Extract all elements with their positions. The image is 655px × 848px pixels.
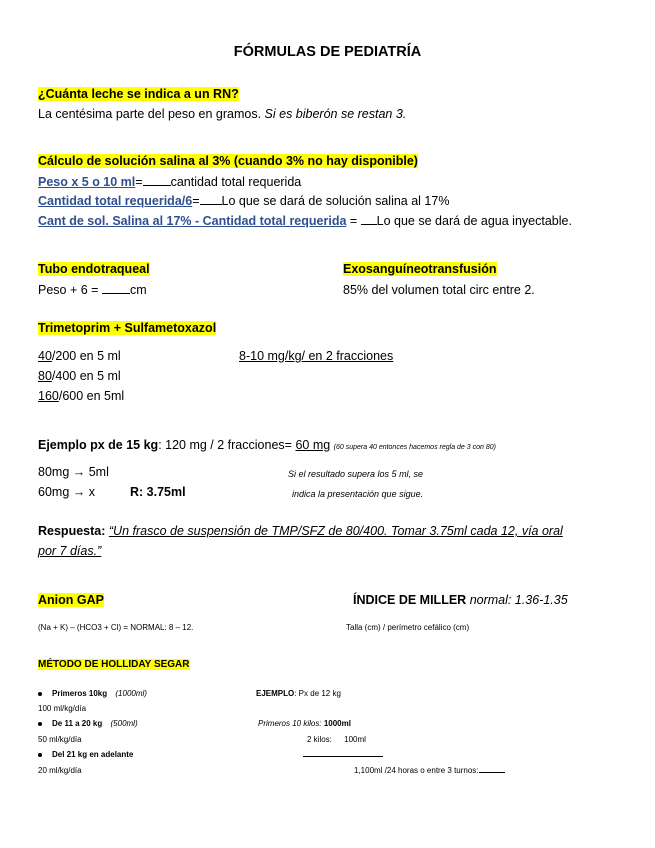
tmp-heading-text: Trimetoprim + Sulfametoxazol [38,321,217,335]
tmp-calc-result: R: 3.75ml [130,485,186,499]
tmp-pres-3-num: 160 [38,389,59,403]
salina-line-2 [38,193,449,209]
salina-heading [38,153,418,169]
holliday-example-first-val: 1000ml [323,719,351,728]
exo-text: 85% del volumen total circ entre 2. [343,283,535,297]
bullet-icon [38,753,42,757]
holliday-total-blank [479,763,505,773]
tmp-calc-1: 80mg → 5ml [38,465,109,479]
tubo-heading [38,261,150,277]
leche-note: Si es biberón se restan 3. [264,107,407,121]
tmp-example-bold: Ejemplo px de 15 kg [38,438,159,452]
holliday-item-2 [38,716,138,732]
holliday-example-two-val: 100ml [344,735,366,744]
holliday-sum-line [303,756,383,757]
holliday-example-first [258,716,351,732]
tubo-blank [102,282,130,294]
tmp-pres-3 [38,388,124,404]
tmp-answer-text-2: por 7 días.” [38,544,102,558]
holliday-item-2-label: De 11 a 20 kg [52,719,103,728]
salina-eq-1: = [135,175,143,189]
tmp-example-line [38,437,496,456]
page-title: FÓRMULAS DE PEDIATRÍA [233,44,422,60]
holliday-item-1 [38,686,147,702]
holliday-item-1-label: Primeros 10kg [52,689,108,698]
salina-line-1 [38,174,301,190]
miller-normal: normal: 1.36-1.35 [469,593,568,607]
holliday-item-3-rate: 20 ml/kg/día [38,766,82,775]
tmp-example-rest: : 120 mg / 2 fracciones= [158,438,292,452]
salina-rest-1: cantidad total requerida [170,175,302,189]
tmp-heading [38,320,216,336]
tmp-dose: 8-10 mg/kg/ en 2 fracciones [239,349,394,363]
leche-heading-text: ¿Cuánta leche se indica a un RN? [38,87,239,101]
tmp-note-2: indica la presentación que sigue. [292,489,424,499]
salina-blank-1 [143,174,171,186]
salina-blank-3 [361,213,377,225]
tmp-answer-line-1 [38,523,563,539]
tubo-heading-text: Tubo endotraqueal [38,262,150,276]
holliday-item-1-rate: 100 ml/kg/día [38,704,87,713]
salina-blank-2 [200,193,222,205]
tmp-calc-2: 60mg → x [38,485,95,499]
leche-text: La centésima parte del peso en gramos. [38,107,262,121]
anion-heading-text: Anion GAP [38,593,104,607]
holliday-heading [38,657,190,673]
tmp-note-1: Si el resultado supera los 5 ml, se [288,469,424,479]
salina-link-2[interactable]: Cantidad total requerida/6 [38,194,193,208]
tmp-pres-2-rest: /400 en 5 ml [51,369,121,383]
tmp-pres-1 [38,348,121,364]
miller-formula: Talla (cm) / perímetro cefálico (cm) [346,623,470,632]
holliday-item-3-label: Del 21 kg en adelante [52,750,134,759]
tmp-pres-1-rest: /200 en 5 ml [51,349,121,363]
salina-eq-2: = [192,194,200,208]
exo-heading [343,261,497,277]
holliday-example-label: EJEMPLO [256,689,295,698]
exo-heading-text: Exosanguíneotransfusión [343,262,497,276]
tmp-pres-3-rest: /600 en 5ml [58,389,125,403]
holliday-example [256,686,341,702]
tubo-formula: Peso + 6 = [38,283,99,297]
tmp-example-note: (60 supera 40 entonces hacemos regla de 3 con 80) [333,444,496,451]
salina-heading-text: Cálculo de solución salina al 3% (cuando 3% no hay disponible) [38,154,418,168]
salina-eq-3: = [346,214,361,228]
salina-rest-3: Lo que se dará de agua inyectable. [376,214,572,228]
tmp-pres-2-num: 80 [38,369,52,383]
tubo-unit: cm [129,283,147,297]
holliday-example-two [307,732,366,748]
leche-heading [38,86,239,102]
bullet-icon [38,692,42,696]
leche-text-line [38,106,406,122]
salina-link-3[interactable]: Cant de sol. Salina al 17% - Cantidad total requerida [38,214,347,228]
salina-rest-2: Lo que se dará de solución salina al 17% [221,194,450,208]
tmp-answer-label: Respuesta: [38,524,106,538]
holliday-example-total-line [354,763,505,779]
tmp-pres-2 [38,368,121,384]
holliday-example-text: : Px de 12 kg [294,689,341,698]
tubo-formula-line [38,282,147,298]
miller-line [353,592,568,608]
salina-line-3 [38,213,572,229]
holliday-example-two-label: 2 kilos: [307,735,332,744]
holliday-item-1-paren: (1000ml) [115,689,147,698]
tmp-pres-1-num: 40 [38,349,52,363]
holliday-item-2-rate: 50 ml/kg/día [38,735,82,744]
tmp-example-result: 60 mg [295,438,331,452]
holliday-example-total: 1,100ml /24 horas o entre 3 turnos: [354,766,479,775]
miller-heading: ÍNDICE DE MILLER [353,593,467,607]
holliday-heading-text: MÉTODO DE HOLLIDAY SEGAR [38,659,190,670]
holliday-item-3 [38,747,133,763]
bullet-icon [38,722,42,726]
holliday-example-first-label: Primeros 10 kilos: [258,719,322,728]
salina-link-1[interactable]: Peso x 5 o 10 ml [38,175,136,189]
anion-heading [38,592,104,608]
holliday-item-2-paren: (500ml) [110,719,138,728]
tmp-answer-text-1: “Un frasco de suspensión de TMP/SFZ de 80/400. Tomar 3.75ml cada 12, vía oral [108,524,563,538]
anion-formula: (Na + K) – (HCO3 + Cl) = NORMAL: 8 – 12. [38,623,194,632]
